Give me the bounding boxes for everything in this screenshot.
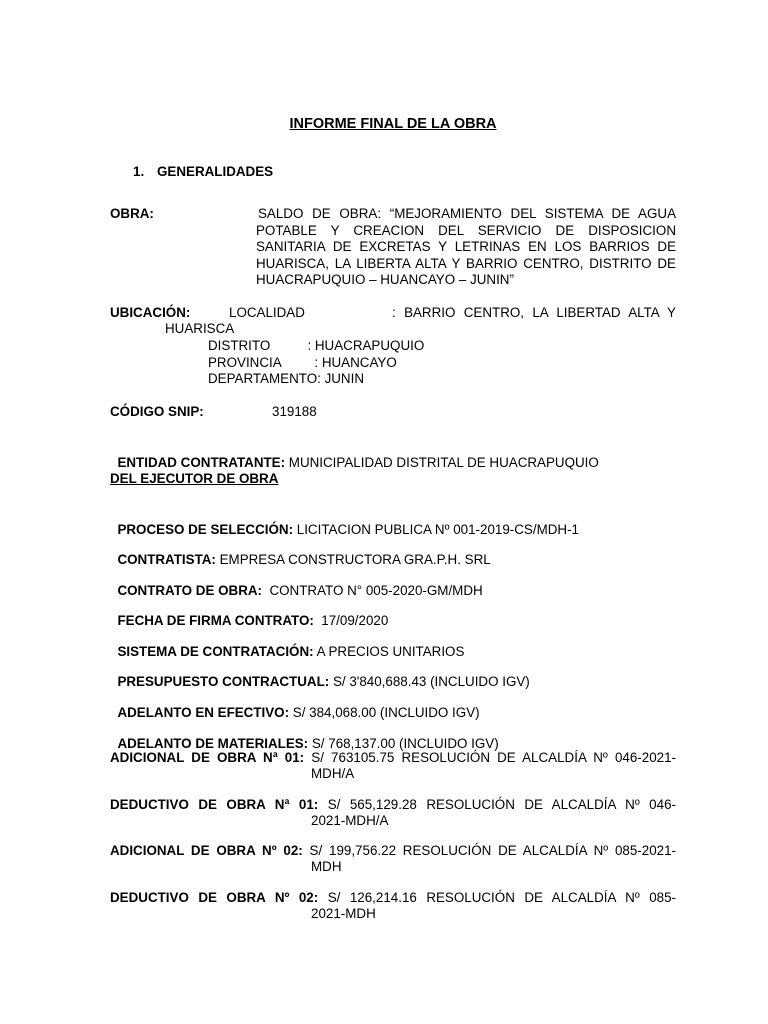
adicional1-label: ADICIONAL DE OBRA Nª 01: (110, 750, 305, 765)
entidad-label: ENTIDAD CONTRATANTE: (117, 454, 286, 470)
adelanto-materiales-label: ADELANTO DE MATERIALES: (117, 735, 309, 751)
adicional2-continuation: MDH (311, 859, 342, 874)
adelanto-efectivo-value: S/ 384,068.00 (INCLUIDO IGV) (289, 704, 480, 720)
obra-label: OBRA: (110, 206, 154, 221)
adelanto-materiales-value: S/ 768,137.00 (INCLUIDO IGV) (308, 735, 499, 751)
proceso-label: PROCESO DE SELECCIÓN: (117, 521, 294, 537)
contratista-label: CONTRATISTA: (117, 551, 216, 567)
proceso-value: LICITACION PUBLICA Nº 001-2019-CS/MDH-1 (293, 521, 579, 537)
fecha-value: 17/09/2020 (313, 612, 389, 628)
departamento-line: DEPARTAMENTO: JUNIN (208, 371, 364, 386)
obra-description: POTABLE Y CREACION DEL SERVICIO DE DISPOSICION SANITARIA DE EXCRETAS Y LETRINAS EN LOS BARRIOS DE HUARISCA, LA LIBERTA ALTA Y BARRIO CENTRO, DISTRITO DE HUACRAPUQUIO – HUANCAYO – JUNIN” (256, 222, 676, 287)
localidad-value: : BARRIO CENTRO, LA LIBERTAD ALTA Y (392, 305, 676, 320)
ubicacion-label: UBICACIÓN: (110, 305, 191, 320)
deductivo1-continuation: 2021-MDH/A (311, 813, 389, 828)
entidad-value: MUNICIPALIDAD DISTRITAL DE HUACRAPUQUIO (285, 454, 599, 470)
contratista-line (110, 535, 491, 568)
adelanto-efectivo-line (110, 688, 480, 721)
adicional1-value: S/ 763105.75 RESOLUCIÓN DE ALCALDÍA Nº 046-2021- (304, 750, 676, 765)
localidad-continuation: HUARISCA (165, 321, 235, 336)
presupuesto-value: S/ 3'840,688.43 (INCLUIDO IGV) (329, 673, 530, 689)
adicional1-continuation: MDH/A (311, 766, 355, 781)
deductivo1-value: S/ 565,129.28 RESOLUCIÓN DE ALCALDÍA Nº 046- (318, 797, 676, 812)
deductivo1-line (110, 797, 676, 814)
localidad-label: LOCALIDAD (229, 305, 305, 320)
contrato-label: CONTRATO DE OBRA: (117, 582, 263, 598)
fecha-line (110, 596, 388, 629)
adelanto-materiales-line (110, 719, 499, 752)
contratista-value: EMPRESA CONSTRUCTORA GRA.P.H. SRL (215, 551, 491, 567)
sistema-value: A PRECIOS UNITARIOS (313, 643, 465, 659)
fecha-label: FECHA DE FIRMA CONTRATO: (117, 612, 314, 628)
adelanto-efectivo-label: ADELANTO EN EFECTIVO: (117, 704, 290, 720)
deductivo2-label: DEDUCTIVO DE OBRA Nº 02: (110, 890, 319, 905)
contrato-line (110, 566, 483, 599)
snip-label: CÓDIGO SNIP: (110, 404, 204, 419)
adicional1-line (110, 750, 676, 767)
obra-line1: SALDO DE OBRA: “MEJORAMIENTO DEL SISTEMA DE AGUA (258, 206, 676, 221)
snip-value: 319188 (272, 404, 317, 419)
presupuesto-label: PRESUPUESTO CONTRACTUAL: (117, 673, 330, 689)
adicional2-value: S/ 199,756.22 RESOLUCIÓN DE ALCALDÍA Nº 085-2021- (302, 843, 676, 858)
sistema-label: SISTEMA DE CONTRATACIÓN: (117, 643, 314, 659)
contrato-value: CONTRATO N° 005-2020-GM/MDH (262, 582, 483, 598)
deductivo2-line (110, 890, 676, 907)
deductivo2-value: S/ 126,214.16 RESOLUCIÓN DE ALCALDÍA Nº 085- (318, 890, 676, 905)
document-title: INFORME FINAL DE LA OBRA (289, 116, 497, 132)
adicional2-label: ADICIONAL DE OBRA Nº 02: (110, 843, 303, 858)
distrito-line: DISTRITO : HUACRAPUQUIO (208, 338, 425, 353)
section-heading: GENERALIDADES (157, 164, 274, 179)
adicional2-line (110, 843, 676, 860)
deductivo2-continuation: 2021-MDH (311, 906, 376, 921)
proceso-line (110, 505, 579, 538)
presupuesto-line (110, 657, 530, 690)
section-number: 1. (133, 164, 145, 179)
entidad-line (110, 438, 599, 471)
provincia-line: PROVINCIA : HUANCAYO (208, 355, 397, 370)
sistema-line (110, 627, 464, 660)
deductivo1-label: DEDUCTIVO DE OBRA Nª 01: (110, 797, 319, 812)
ejecutor-heading: DEL EJECUTOR DE OBRA (110, 471, 279, 486)
